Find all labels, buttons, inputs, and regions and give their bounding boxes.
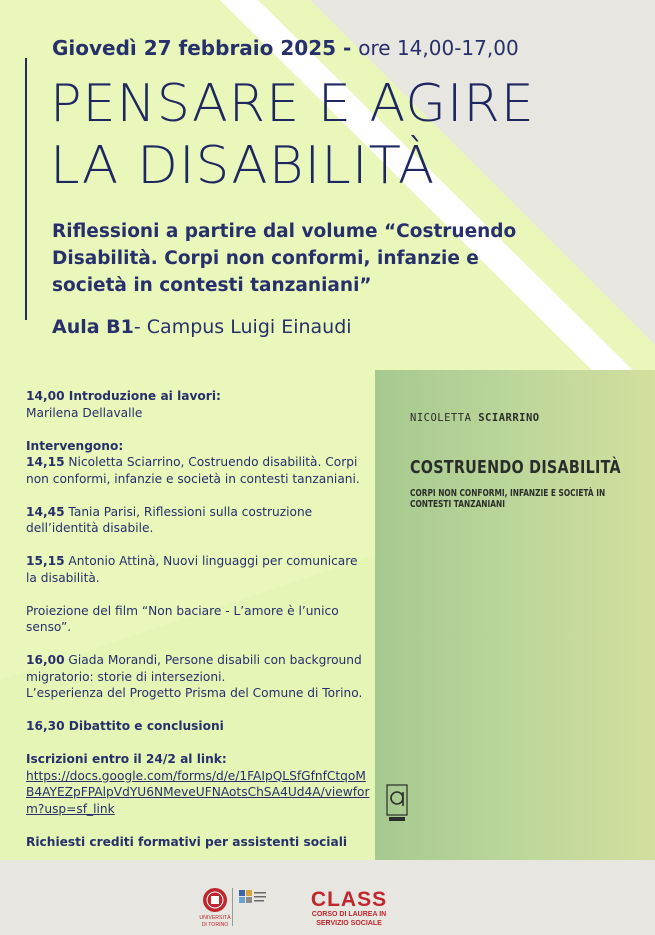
credits: [26, 834, 371, 851]
program-intro: [26, 388, 371, 421]
title-line-1: PENSARE E AGIRE: [50, 74, 535, 134]
department-logo-icon: [237, 888, 267, 916]
program: [26, 388, 371, 867]
program-item: [26, 652, 371, 702]
program-speakers: [26, 438, 371, 488]
class-logo-icon: [304, 886, 394, 930]
program-item: [26, 504, 371, 537]
closing-text: 16,30 Dibattito e conclusioni: [26, 719, 224, 733]
event-date-text: Giovedì 27 febbraio 2025 -: [52, 36, 352, 60]
svg-text:SERVIZIO SOCIALE: SERVIZIO SOCIALE: [316, 920, 382, 927]
item-text: Giada Morandi, Persone disabili con background migratorio: storie di intersezioni.: [26, 653, 362, 684]
item-time: 15,15: [26, 554, 65, 568]
book-author-first: NICOLETTA: [410, 412, 472, 424]
svg-text:UNIVERSITÀ: UNIVERSITÀ: [199, 915, 231, 921]
intro-label: 14,00 Introduzione ai lavori:: [26, 389, 221, 403]
credits-text: Richiesti crediti formativi per assistenti sociali: [26, 834, 348, 849]
book-author: [410, 412, 540, 424]
svg-text:DI TORINO: DI TORINO: [201, 922, 229, 928]
registration-link[interactable]: https://docs.google.com/forms/d/e/1FAIpQLSfGfnfCtqoMB4AYEZpFPAlpVdYU6NMeveUFNAotsChSA4Ud4A/viewform?usp=sf_link: [26, 768, 370, 816]
unito-logo-icon: [195, 886, 235, 930]
item-text-2: L’esperienza del Progetto Prisma del Comune di Torino.: [26, 686, 363, 700]
book-subtitle: CORPI NON CONFORMI, INFANZIE E SOCIETÀ IN CONTESTI TANZANIANI: [410, 488, 606, 510]
program-item: [26, 553, 371, 586]
book-author-last: SCIARRINO: [478, 412, 540, 424]
registration-label: Iscrizioni entro il 24/2 al link:: [26, 752, 227, 766]
title-line-2: LA DISABILITÀ: [50, 136, 436, 196]
speakers-label: Intervengono:: [26, 438, 124, 453]
book-cover: [375, 370, 655, 860]
item-time: 14,15: [26, 455, 65, 469]
event-subtitle: Riflessioni a partire dal volume “Costruendo Disabilità. Corpi non conformi, infanzie e società in contesti tanzaniani”: [52, 221, 517, 296]
event-date: [52, 36, 519, 60]
intro-name: Marilena Dellavalle: [26, 405, 143, 420]
item-text: Nicoletta Sciarrino, Costruendo disabilità. Corpi non conformi, infanzie e società in contesti tanzaniani.: [26, 455, 360, 486]
svg-text:CORSO DI LAUREA IN: CORSO DI LAUREA IN: [311, 911, 387, 918]
program-closing: [26, 718, 371, 735]
accent-vertical-line: [25, 58, 27, 320]
venue: [52, 316, 352, 338]
venue-room: Aula B1: [52, 316, 134, 338]
item-time: 16,00: [26, 653, 65, 667]
book-title: COSTRUENDO DISABILITÀ: [410, 458, 621, 478]
program-film: Proiezione del film “Non baciare - L’amore è l’unico senso”.: [26, 603, 339, 634]
item-text: Antonio Attinà, Nuovi linguaggi per comunicare la disabilità.: [26, 554, 358, 585]
item-text: Tania Parisi, Riflessioni sulla costruzione dell’identità disabile.: [26, 504, 313, 535]
logo-divider: [232, 888, 233, 926]
svg-text:CLASS: CLASS: [310, 888, 388, 911]
event-time: ore 14,00-17,00: [358, 36, 519, 60]
venue-campus: - Campus Luigi Einaudi: [133, 316, 352, 338]
registration: [26, 751, 371, 817]
item-time: 14,45: [26, 504, 65, 519]
publisher-logo-icon: [386, 784, 408, 824]
